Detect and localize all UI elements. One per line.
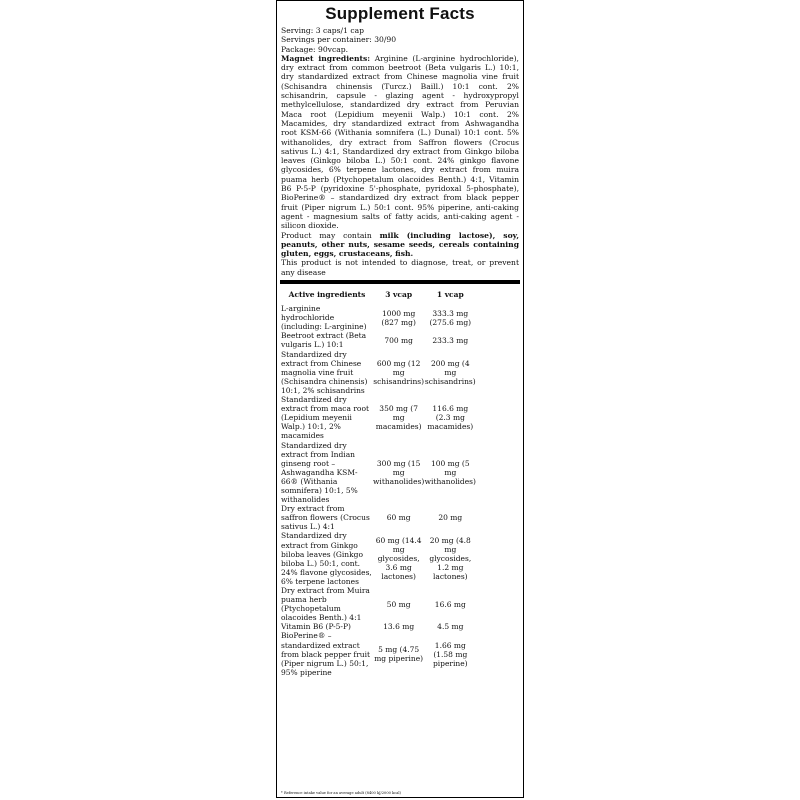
table-row [281,586,519,622]
table-row [281,504,519,531]
package-text: Package: 90vcap. [281,44,349,54]
table-row [281,331,519,349]
table-row [281,304,519,331]
table-row [281,622,519,631]
ingredient-name: Standardized dry extract from Ginkgo biloba leaves (Ginkgo biloba L.) 50:1, cont. 24% flavone glycosides, 6% terpene lactones [281,531,372,586]
ingredients-paragraph [281,54,519,231]
amount-1-vcap: 1.66 mg (1.58 mg piperine) [432,640,468,668]
amount-1-vcap: 20 mg (4.8 mg glycosides, 1.2 mg lactones) [429,536,472,582]
table-row [281,531,519,586]
ingredient-name: Standardized dry extract from Indian ginseng root – Ashwagandha KSM-66® (Withania somnifera) 10:1, 5% withanolides [281,440,358,505]
amount-1-vcap: 200 mg (4 mg schisandrins) [424,358,476,386]
amount-1-vcap: 233.3 mg [432,335,469,345]
serving-text: Serving: 3 caps/1 cap [281,26,364,35]
ingredient-name: Dry extract from saffron flowers (Crocus sativus L.) 4:1 [281,504,370,532]
amount-3-vcap: 60 mg (14.4 mg glycosides, 3.6 mg lactones) [375,536,422,582]
servings-per-container-text: Servings per container: 30/90 [281,35,397,45]
footnote: * Reference intake value for an average adult (8400 kJ/2000 kcal) [281,791,401,795]
ingredients-label: Magnet ingredients: [281,53,371,63]
allergen-prefix: Product may contain [281,230,380,240]
amount-3-vcap: 50 mg [386,599,411,609]
allergen-paragraph [281,231,519,259]
amount-3-vcap: 5 mg (4.75 mg piperine) [374,645,424,664]
ingredient-name: L-arginine hydrochloride (including: L-arginine) [281,304,367,332]
ingredients-table [281,288,519,677]
amount-3-vcap: 700 mg [384,335,413,345]
table-row [281,631,519,676]
header-3-vcap: 3 vcap [385,290,413,300]
panel-title: Supplement Facts [325,4,475,23]
disclaimer-text: This product is not intended to diagnose, treat, or prevent any disease [281,258,519,277]
table-row [281,350,519,395]
header-1-vcap: 1 vcap [436,290,464,300]
amount-3-vcap: 13.6 mg [383,622,415,632]
table-row [281,395,519,440]
supplement-facts-panel [276,0,524,798]
amount-1-vcap: 16.6 mg [434,599,466,609]
amount-1-vcap: 4.5 mg [437,622,464,632]
ingredient-name: Standardized dry extract from Chinese magnolia vine fruit (Schisandra chinensis) 10:1, 2% schisandrins [281,349,368,395]
amount-3-vcap: 60 mg [386,513,411,523]
header-active-ingredients: Active ingredients [288,290,366,300]
ingredients-text: Arginine (L-arginine hydrochloride), dry extract from common beetroot (Beta vulgaris L.) 10:1, dry standardized extract from Chinese magnolia vine fruit (Schisandra chinensis (Turcz.) Baill.) 10:1 cont. 2% schisandrin, capsule - glazing agent - hydroxypropyl methylcellulose, standardized dry extract from Peruvian Maca root (Lepidium meyenii Walp.) 10:1 cont. 2% Macamides, dry standardized extract from Ashwagandha root KSM-66 (Withania somnifera (L.) Dunal) 10:1 cont. 5% withanolides, dry extract from Saffron flowers (Crocus sativus L.) 4:1, Standardized dry extract from Ginkgo biloba leaves (Ginkgo biloba L.) 50:1 cont. 24% ginkgo flavone glycosides, 6% terpene lactones, dry extract from muira puama herb (Ptychopetalum olacoides Benth.) 4:1, Vitamin B6 P-5-P (pyridoxine 5'-phosphate, pyridoxal 5-phosphate), BioPerine® – standardized dry extract from black pepper fruit (Piper nigrum L.) 50:1 cont. 95% piperine, anti-caking agent - magnesium salts of fatty acids, anti-caking agent - silicon dioxide. [281,53,519,231]
amount-3-vcap: 300 mg (15 mg withanolides) [373,458,425,486]
ingredient-name: Beetroot extract (Beta vulgaris L.) 10:1 [281,331,367,350]
amount-1-vcap: 333.3 mg (275.6 mg) [429,308,472,327]
ingredient-name: Vitamin B6 (P-5-P) [281,622,351,632]
allergen-list: milk (including lactose), soy, peanuts, other nuts, sesame seeds, cereals containing gluten, eggs, crustaceans, fish. [281,230,519,259]
amount-3-vcap: 600 mg (12 mg schisandrins) [373,358,425,386]
amount-1-vcap: 20 mg [438,513,463,523]
ingredient-name: BioPerine® – standardized extract from black pepper fruit (Piper nigrum L.) 50:1, 95% piperine [281,631,371,677]
divider-bar [280,280,520,284]
product-info [281,26,519,277]
amount-3-vcap: 350 mg (7 mg macamides) [375,404,422,432]
table-header-row [281,288,519,304]
ingredient-name: Dry extract from Muira puama herb (Ptychopetalum olacoides Benth.) 4:1 [281,586,370,623]
amount-1-vcap: 116.6 mg (2.3 mg macamides) [427,404,474,432]
table-row [281,441,519,505]
amount-1-vcap: 100 mg (5 mg withanolides) [424,458,476,486]
ingredient-name: Standardized dry extract from maca root (Lepidium meyenii Walp.) 10:1, 2% macamides [281,395,369,441]
amount-3-vcap: 1000 mg (827 mg) [381,308,416,327]
